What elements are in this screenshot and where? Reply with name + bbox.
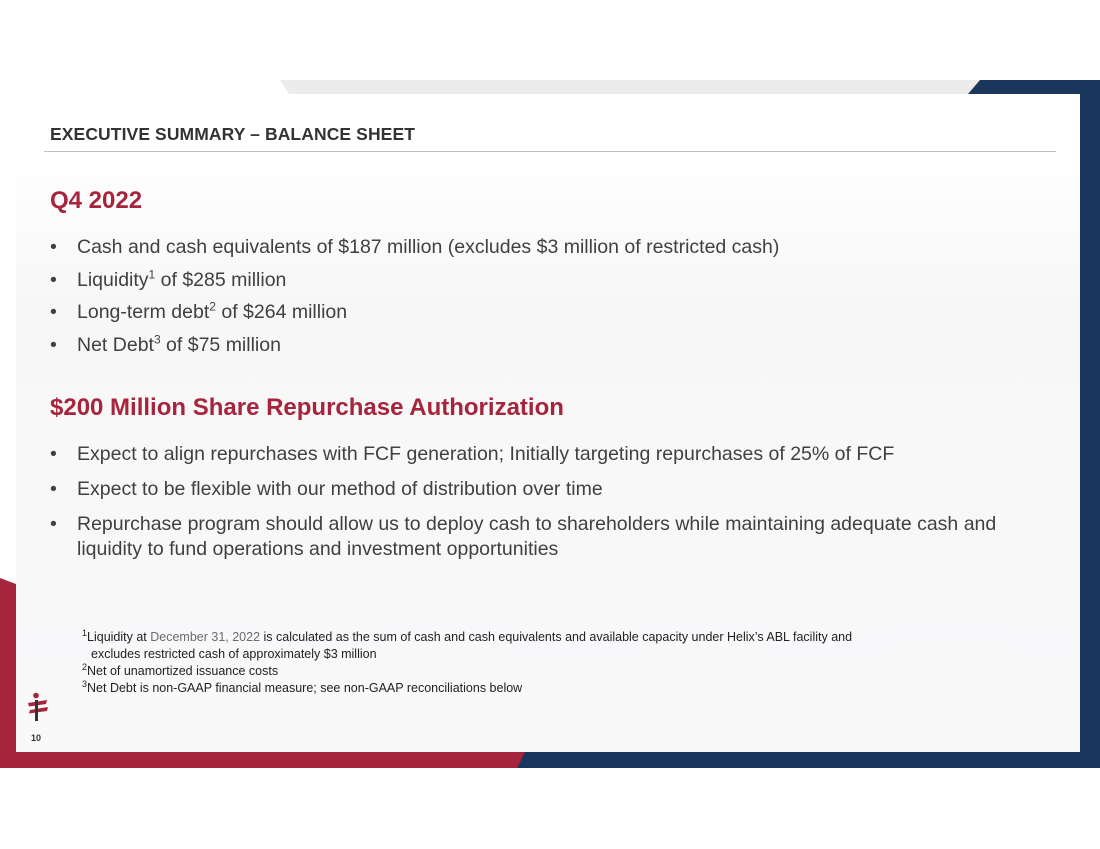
bullet-text: Repurchase program should allow us to deploy cash to shareholders while maintaining adequate cash and liquidity to fund operations and investment opportunities bbox=[77, 513, 997, 560]
footnote-date: December 31, 2022 bbox=[150, 630, 261, 644]
footnote-text: Net of unamortized issuance costs bbox=[87, 664, 279, 678]
footnote-ref: 3 bbox=[153, 332, 161, 346]
bullet-dot: • bbox=[50, 268, 57, 291]
page-number: 10 bbox=[31, 733, 42, 743]
footnote-3 bbox=[82, 680, 1022, 697]
bullet-dot: • bbox=[50, 301, 57, 323]
bullet-item bbox=[50, 442, 1040, 467]
footnotes bbox=[82, 629, 1022, 697]
footnote-number: 3 bbox=[82, 678, 88, 689]
footnote-ref: 2 bbox=[209, 299, 216, 314]
section-title-q4-2022: Q4 2022 bbox=[50, 187, 143, 214]
section-title-share-repurchase: $200 Million Share Repurchase Authorization bbox=[50, 394, 564, 421]
top-gray-band bbox=[280, 80, 980, 94]
footnote-2 bbox=[82, 663, 1022, 680]
bullet-dot: • bbox=[50, 478, 57, 500]
right-navy-bar bbox=[1080, 80, 1100, 768]
bullet-text: Long-term debt bbox=[77, 301, 210, 323]
bullet-item bbox=[50, 477, 1040, 502]
repurchase-bullet-list bbox=[50, 442, 1040, 572]
footnote-number: 1 bbox=[82, 627, 88, 638]
page-title: EXECUTIVE SUMMARY – BALANCE SHEET bbox=[50, 124, 416, 144]
bullet-dot: • bbox=[50, 513, 57, 535]
bullet-text: Liquidity bbox=[77, 268, 149, 291]
bullet-dot: • bbox=[50, 236, 57, 258]
footnote-1-continued: excludes restricted cash of approximately $3 million bbox=[91, 647, 377, 661]
footnote-text: Net Debt is non-GAAP financial measure; see non-GAAP reconciliations below bbox=[87, 681, 523, 695]
helix-logo-icon bbox=[26, 692, 50, 722]
bullet-item bbox=[50, 512, 1040, 562]
footnote-ref: 1 bbox=[148, 267, 156, 281]
bullet-text: Expect to align repurchases with FCF generation; Initially targeting repurchases of 25% of FCF bbox=[77, 443, 895, 465]
bullet-dot: • bbox=[50, 333, 57, 356]
footnote-1 bbox=[82, 629, 1022, 646]
bullet-dot: • bbox=[50, 443, 57, 465]
bullet-item bbox=[50, 235, 1040, 260]
title-divider bbox=[44, 151, 1056, 152]
footnote-number: 2 bbox=[82, 661, 88, 672]
footnote-text: Liquidity at bbox=[87, 630, 151, 644]
bullet-text: Net Debt bbox=[77, 333, 154, 356]
footnote-text: is calculated as the sum of cash and cash equivalents and available capacity under Helix’s ABL facility and bbox=[260, 630, 853, 644]
bullet-text: Cash and cash equivalents of $187 million (excludes $3 million of restricted cash) bbox=[77, 236, 780, 258]
bottom-red-bar bbox=[0, 752, 525, 768]
bullet-item bbox=[50, 268, 1040, 293]
bullet-text: of $264 million bbox=[215, 301, 348, 323]
bullet-text: Expect to be flexible with our method of distribution over time bbox=[77, 478, 603, 500]
bullet-text: of $285 million bbox=[155, 268, 287, 291]
bullet-text: of $75 million bbox=[160, 333, 281, 356]
bullet-item bbox=[50, 300, 1040, 325]
left-red-bar bbox=[0, 578, 16, 768]
q4-bullet-list bbox=[50, 235, 1040, 365]
bullet-item bbox=[50, 333, 1040, 358]
